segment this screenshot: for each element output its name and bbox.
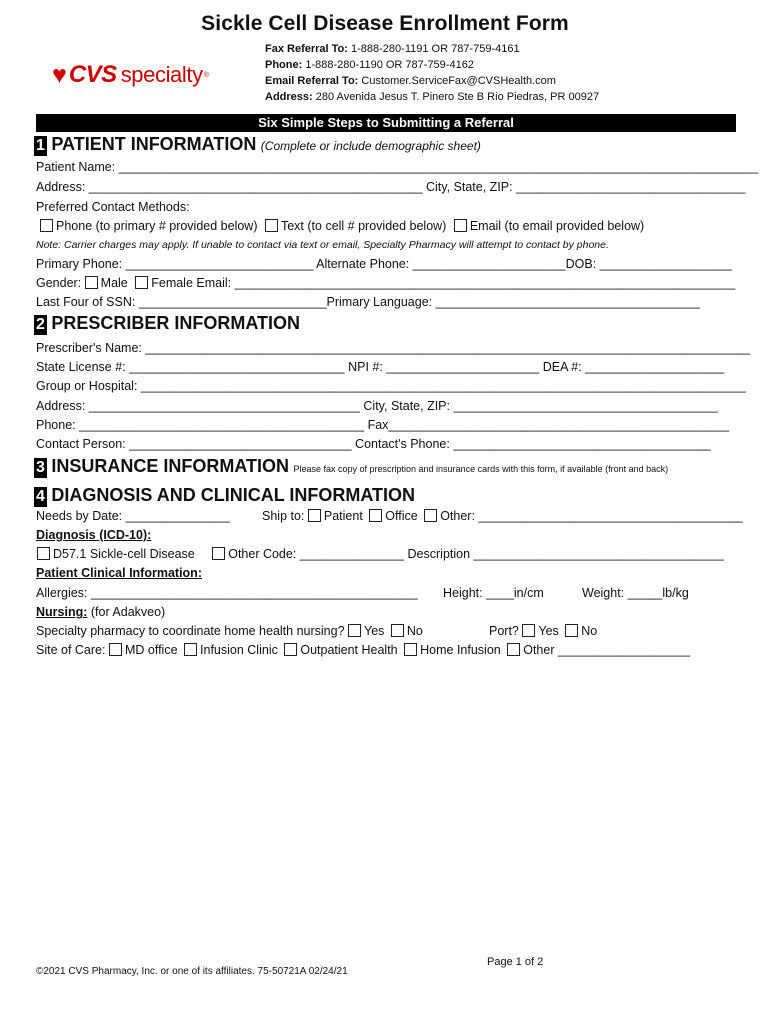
port-question: Port? — [489, 624, 519, 638]
section3-heading — [34, 456, 668, 478]
contact-person-field[interactable]: Contact Person: ________________________________ Contact's Phone: _____________________________________ — [36, 437, 711, 451]
ship-patient-label: Patient — [323, 509, 363, 523]
port-yes-label: Yes — [538, 624, 559, 638]
fax-line — [265, 43, 520, 55]
ship-patient-checkbox[interactable] — [308, 509, 321, 522]
preferred-contact-label: Preferred Contact Methods: — [36, 200, 190, 214]
fax-label: Fax Referral To: — [265, 43, 348, 55]
cvs-specialty-logo — [52, 58, 209, 92]
other-site-checkbox[interactable] — [507, 643, 520, 656]
page-number: Page 1 of 2 — [487, 956, 544, 968]
patient-address-field[interactable]: Address: ________________________________________________ City, State, ZIP: _________________________________ — [36, 180, 746, 194]
group-hospital-field[interactable]: Group or Hospital: _______________________________________________________________________________________ — [36, 379, 746, 393]
form-title: Sickle Cell Disease Enrollment Form — [201, 12, 569, 35]
prescriber-address-field[interactable]: Address: _______________________________________ City, State, ZIP: ______________________________________ — [36, 399, 718, 413]
home-infusion-label: Home Infusion — [420, 643, 501, 657]
contact-methods-row — [40, 219, 644, 233]
ship-other-checkbox[interactable] — [424, 509, 437, 522]
section3-title: INSURANCE INFORMATION — [51, 456, 290, 476]
logo-registered: ® — [203, 71, 209, 79]
section2-number: 2 — [36, 316, 45, 333]
nursing-note: (for Adakveo) — [90, 605, 166, 619]
section3-number: 3 — [36, 459, 45, 476]
gender-email-row — [36, 276, 735, 290]
port-yes-checkbox[interactable] — [522, 624, 535, 637]
gender-label: Gender: — [36, 276, 82, 290]
license-npi-dea-field[interactable]: State License #: _______________________________ NPI #: ______________________ DEA #: ____________________ — [36, 360, 725, 374]
infusion-clinic-label: Infusion Clinic — [200, 643, 278, 657]
height-field[interactable]: Height: ____in/cm — [443, 586, 544, 600]
email-line — [265, 75, 556, 87]
email-checkbox[interactable] — [454, 219, 467, 232]
section4-title: DIAGNOSIS AND CLINICAL INFORMATION — [51, 485, 416, 505]
diagnosis-row — [37, 547, 724, 561]
diagnosis-heading: Diagnosis (ICD-10): — [36, 528, 152, 542]
port-row — [489, 624, 597, 638]
ship-other-field[interactable]: Other: ______________________________________ — [440, 509, 743, 523]
site-of-care-label: Site of Care: — [36, 643, 106, 657]
phone-checkbox[interactable] — [40, 219, 53, 232]
section4-number: 4 — [36, 488, 45, 505]
coordinate-yes-checkbox[interactable] — [348, 624, 361, 637]
site-of-care-row — [36, 643, 690, 657]
other-code-field[interactable]: Other Code: _______________ Description ____________________________________ — [228, 547, 724, 561]
section1-heading — [34, 134, 481, 156]
patient-email-field[interactable]: Email: ________________________________________________________________________ — [196, 276, 736, 290]
section2-title: PRESCRIBER INFORMATION — [51, 313, 301, 333]
steps-banner: Six Simple Steps to Submitting a Referral — [36, 114, 736, 132]
section4-heading — [34, 485, 415, 507]
fax-value: 1-888-280-1191 OR 787-759-4161 — [351, 43, 520, 55]
text-option-label: Text (to cell # provided below) — [280, 219, 447, 233]
prescriber-phone-fax-field[interactable]: Phone: _________________________________________ Fax_________________________________________________ — [36, 418, 730, 432]
phone-option-label: Phone (to primary # provided below) — [56, 219, 258, 233]
address-value: 280 Avenida Jesus T. Pinero Ste B Rio Piedras, PR 00927 — [315, 91, 600, 103]
port-no-checkbox[interactable] — [565, 624, 578, 637]
phone-label: Phone: — [265, 59, 303, 71]
text-checkbox[interactable] — [265, 219, 278, 232]
infusion-clinic-checkbox[interactable] — [184, 643, 197, 656]
d571-checkbox[interactable] — [37, 547, 50, 560]
primary-phone-field[interactable]: Primary Phone: ___________________________ Alternate Phone: ______________________DOB: ___________________ — [36, 257, 732, 271]
md-office-label: MD office — [124, 643, 178, 657]
clinical-info-heading: Patient Clinical Information: — [36, 566, 202, 580]
female-label: Female — [151, 276, 193, 290]
female-checkbox[interactable] — [135, 276, 148, 289]
ssn-language-field[interactable]: Last Four of SSN: ___________________________Primary Language: ______________________________________ — [36, 295, 700, 309]
d571-label: D57.1 Sickle-cell Disease — [53, 547, 195, 561]
male-label: Male — [100, 276, 128, 290]
logo-suffix: specialty — [120, 62, 203, 87]
outpatient-label: Outpatient Health — [300, 643, 398, 657]
coordinate-no-label: No — [406, 624, 423, 638]
ship-to-row — [262, 509, 743, 523]
email-label: Email Referral To: — [265, 75, 359, 87]
section1-number: 1 — [36, 137, 45, 154]
coordinate-question: Specialty pharmacy to coordinate home health nursing? — [36, 624, 345, 638]
ship-office-label: Office — [385, 509, 418, 523]
home-infusion-checkbox[interactable] — [404, 643, 417, 656]
prescriber-name-field[interactable]: Prescriber's Name: _______________________________________________________________________________________ — [36, 341, 751, 355]
male-checkbox[interactable] — [85, 276, 98, 289]
weight-field[interactable]: Weight: _____lb/kg — [582, 586, 689, 600]
address-line — [265, 91, 599, 103]
port-no-label: No — [581, 624, 598, 638]
phone-value: 1-888-280-1190 OR 787-759-4162 — [305, 59, 474, 71]
section1-title: PATIENT INFORMATION — [51, 134, 257, 154]
coordinate-yes-label: Yes — [364, 624, 385, 638]
copyright-footer: ©2021 CVS Pharmacy, Inc. or one of its affiliates. 75-50721A 02/24/21 — [36, 966, 348, 977]
md-office-checkbox[interactable] — [109, 643, 122, 656]
coordinate-nursing-row — [36, 624, 423, 638]
patient-name-field[interactable]: Patient Name: ____________________________________________________________________________________________ — [36, 160, 759, 174]
email-value: Customer.ServiceFax@CVSHealth.com — [361, 75, 556, 87]
logo-brand: CVS — [68, 61, 117, 88]
email-option-label: Email (to email provided below) — [469, 219, 645, 233]
ship-office-checkbox[interactable] — [369, 509, 382, 522]
ship-to-label: Ship to: — [262, 509, 305, 523]
section2-heading — [34, 313, 300, 335]
section3-note: Please fax copy of prescription and insurance cards with this form, if available (front and back) — [293, 464, 669, 474]
needs-by-date-field[interactable]: Needs by Date: _______________ — [36, 509, 230, 523]
outpatient-checkbox[interactable] — [284, 643, 297, 656]
nursing-label: Nursing: — [36, 605, 88, 619]
other-code-checkbox[interactable] — [212, 547, 225, 560]
allergies-field[interactable]: Allergies: _______________________________________________ — [36, 586, 418, 600]
address-label: Address: — [265, 91, 313, 103]
coordinate-no-checkbox[interactable] — [391, 624, 404, 637]
carrier-note: Note: Carrier charges may apply. If unable to contact via text or email, Specialty Pharmacy will attempt to contact by phone. — [36, 239, 609, 251]
heart-icon: ♥ — [52, 60, 67, 89]
phone-line — [265, 59, 474, 71]
nursing-row — [36, 605, 165, 619]
other-site-field[interactable]: Other ___________________ — [523, 643, 691, 657]
section1-note: (Complete or include demographic sheet) — [260, 139, 481, 153]
